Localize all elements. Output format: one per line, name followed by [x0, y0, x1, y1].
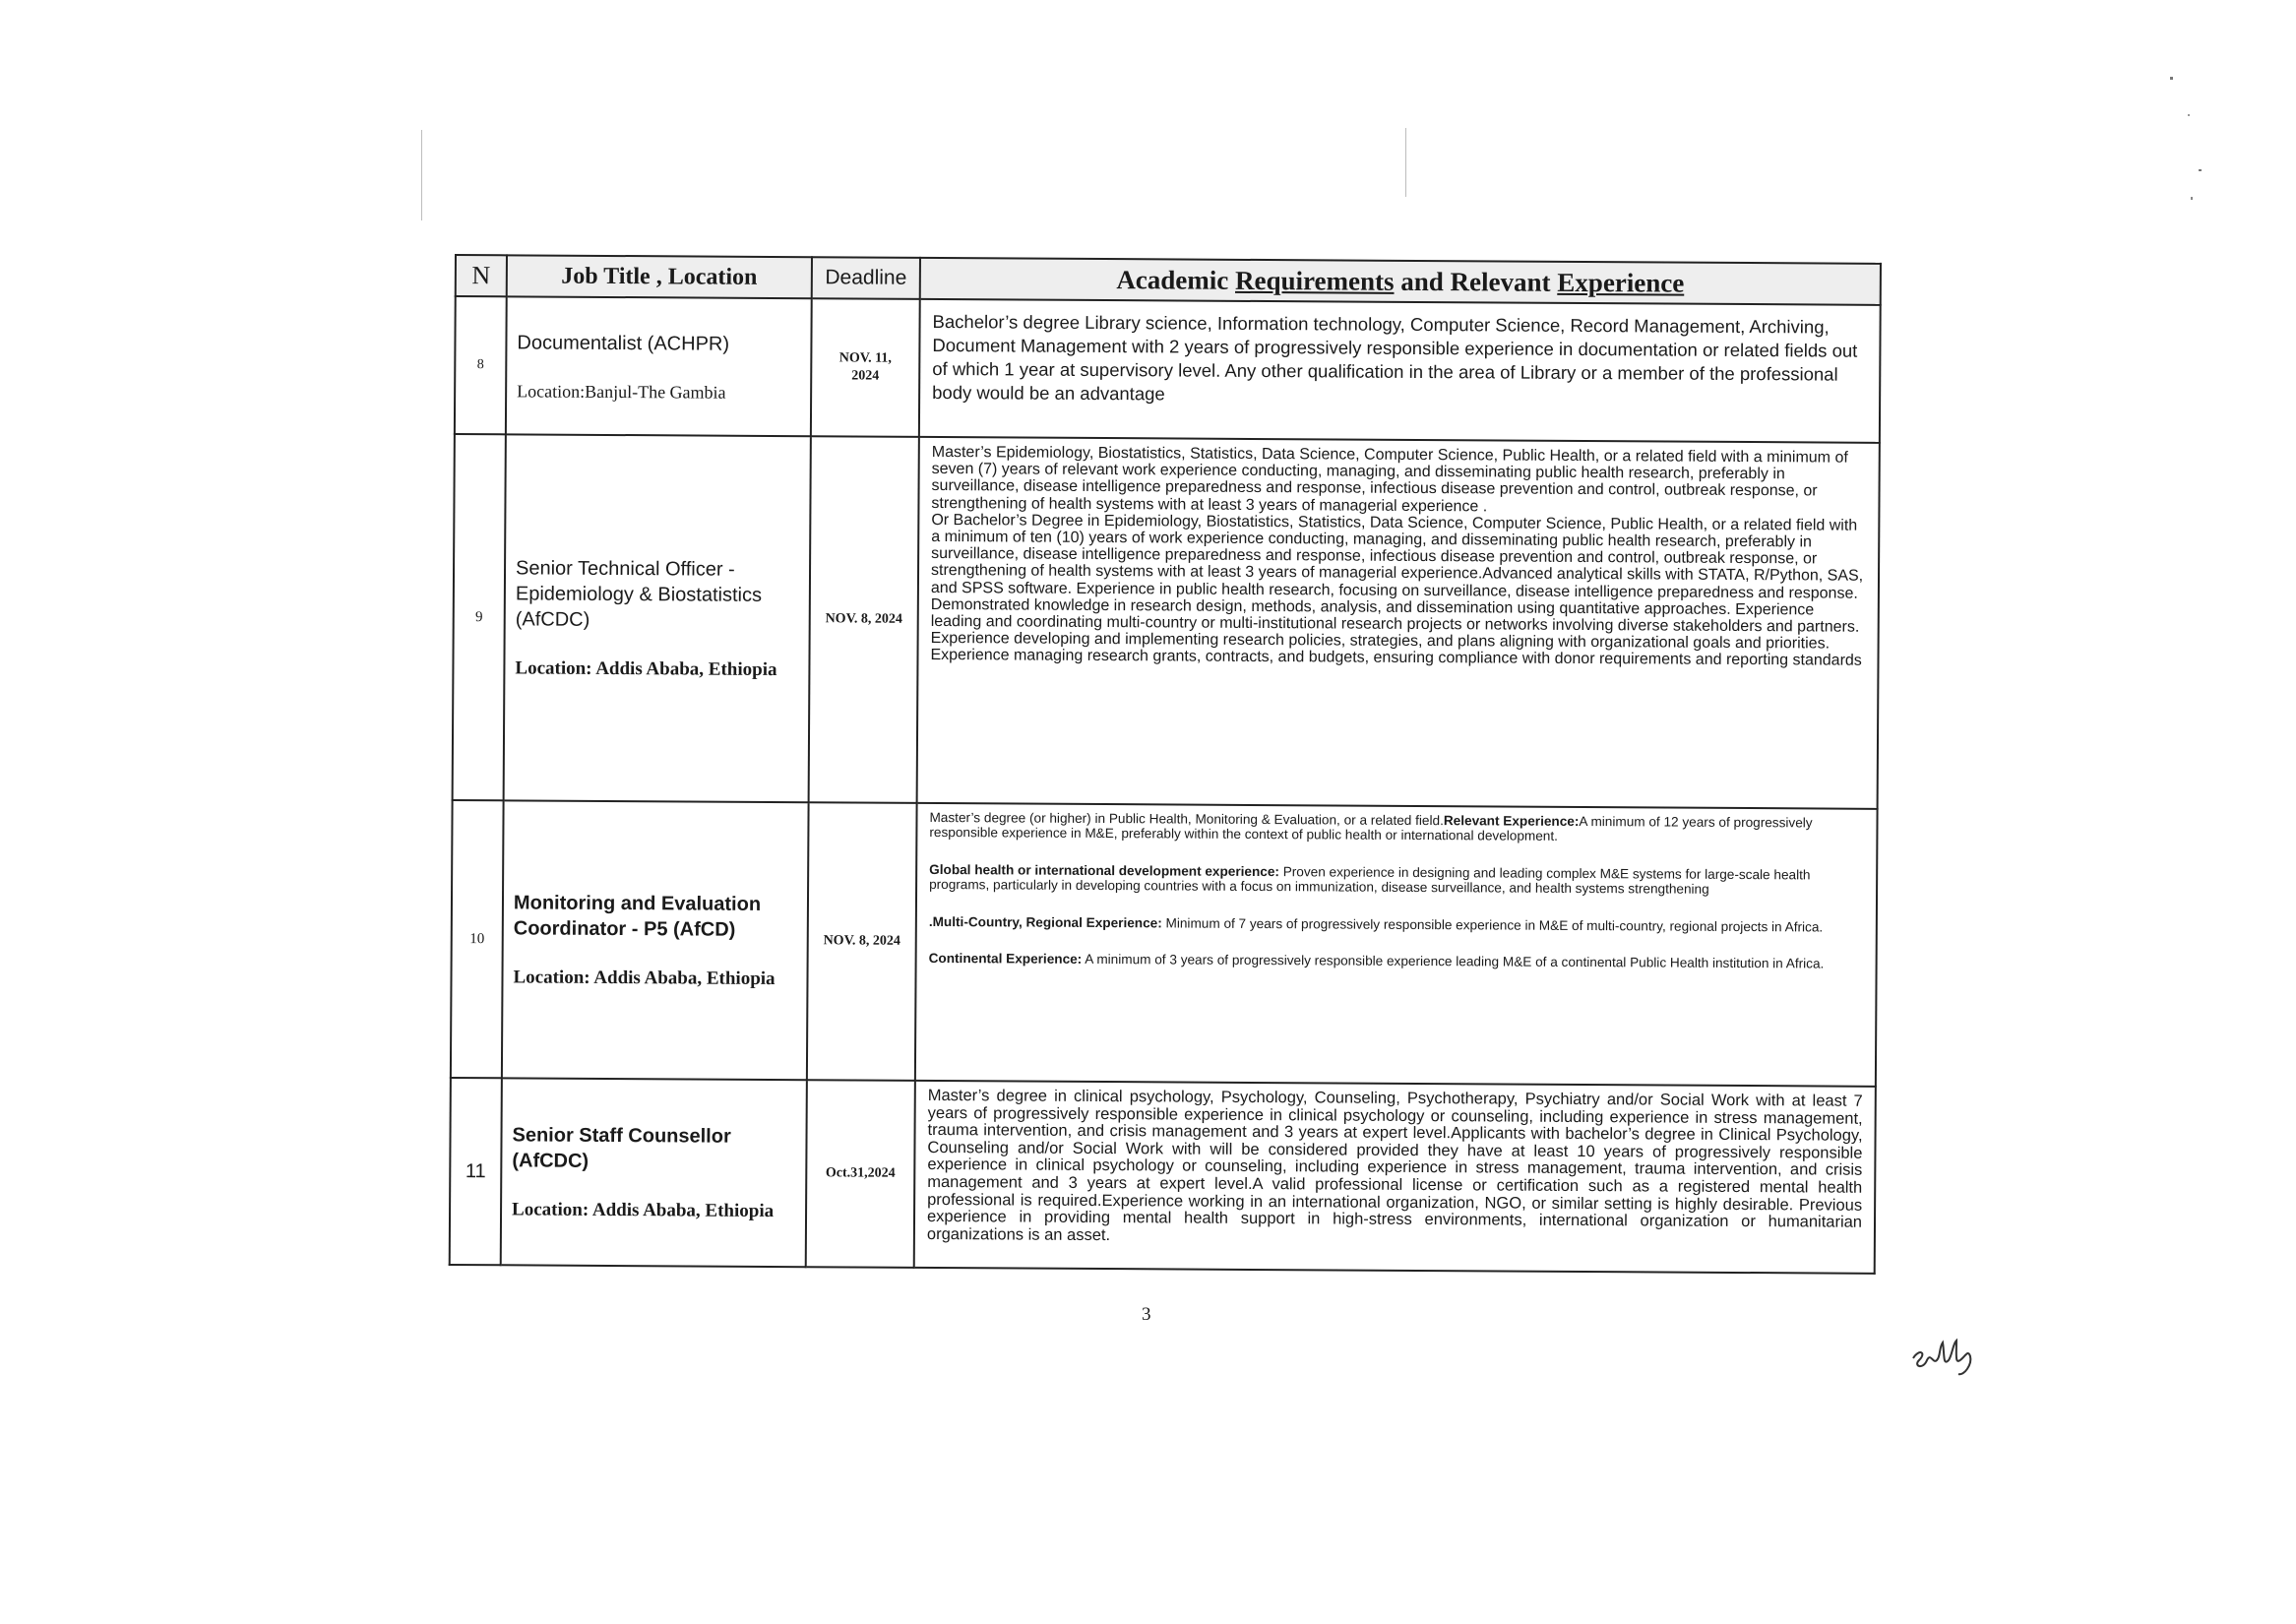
- req-text: A minimum of 3 years of progressively responsible experience leading M&E of a continental Public Health institution in Africa.: [1082, 951, 1825, 971]
- job-title-cell: [502, 800, 809, 1080]
- req-bold-label: .Multi-Country, Regional Experience:: [928, 913, 1162, 931]
- scan-mark: [2170, 77, 2173, 80]
- job-title-cell: [504, 434, 811, 802]
- requirements-paragraph: [929, 862, 1864, 899]
- deadline-cell: Oct.31,2024: [806, 1080, 915, 1268]
- row-number: 8: [455, 296, 507, 434]
- req-text: Master’s degree (or higher) in Public Health, Monitoring & Evaluation, or a related field.: [929, 809, 1444, 829]
- deadline-line1: NOV. 11,: [838, 350, 892, 366]
- requirements-paragraph: [929, 810, 1864, 846]
- req-text: A minimum of 12 years of progressively responsible experience in M&E, preferably within the context of public health or international development.: [929, 813, 1813, 844]
- req-bold-label: Relevant Experience:: [1443, 813, 1580, 829]
- req-text: Minimum of 7 years of progressively responsible experience in M&E of multi-country, regional projects in Africa.: [1161, 915, 1824, 935]
- job-title: Monitoring and Evaluation Coordinator - P5 (AfCD): [513, 892, 762, 941]
- requirements-paragraph: Or Bachelor’s Degree in Epidemiology, Biostatistics, Statistics, Data Science, Computer Science, Public Health, or a related field with a minimum of ten (10) years of work experience conducting, managing, and disseminating public health research, preferably in surveillance, disease intelligence preparedness and response, infectious disease prevention and control, outbreak response, or strengthening of health systems with at least 3 years of managerial experience.Advanced analytical skills with STATA, R/Python, SAS, and SPSS software. Experience in public health research, focusing on surveillance, disease intelligence preparedness and response. Demonstrated knowledge in research design, methods, analysis, and dissemination using quantitative approaches. Experience leading and coordinating multi-country or multi-institutional research projects or networks involving diverse stakeholders and partners. Experience developing and implementing research policies, strategies, and plans aligning with organizational goals and priorities. Experience managing research grants, contracts, and budgets, ensuring compliance with donor requirements and reporting standards: [930, 511, 1864, 670]
- table-row: [450, 1078, 1876, 1274]
- requirements-paragraph: Master’s Epidemiology, Biostatistics, Statistics, Data Science, Computer Science, Public Health, or a related field with a minimum of seven (7) years of relevant work experience conducting, managing, and disseminating public health research, preferably in surveillance, disease intelligence preparedness and response, infectious disease prevention and control, outbreak response, or strengthening of health systems with at least 3 years of managerial experience .: [931, 443, 1848, 516]
- page-number: 3: [1142, 1304, 1151, 1325]
- header-job-title: Job Title , Location: [507, 255, 812, 298]
- deadline-cell: NOV. 8, 2024: [809, 436, 919, 803]
- requirements-cell: Master’s degree in clinical psychology, Psychology, Counseling, Psychotherapy, Psychiatry and/or Social Work with at least 7 years of progressively responsible experience in clinical psychology or counseling, including experience in stress management, trauma intervention, and crisis management and 3 years at expert level.Applicants with bachelor’s degree in Clinical Psychology, Counseling and/or Social Work with will be considered provided they have at least 10 years of progressively responsible experience in clinical psychology or counseling, including experience in stress management, trauma intervention, and crisis management and 3 years at expert level.A valid professional license or certification such as a registered mental health professional is required.Experience working in an international organization, NGO, or similar setting is highly desirable. Previous experience in providing mental health support in high-stress environments, international organization or humanitarian organizations is an asset.: [914, 1081, 1876, 1274]
- header-n: N: [456, 255, 507, 296]
- requirements-cell: Bachelor’s degree Library science, Information technology, Computer Science, Record Management, Archiving, Document Management with 2 years of progressively responsible experience in documentation or related fields out of which 1 year at supervisory level. Any other qualification in the area of Library or a member of the professional body would be an advantage: [919, 299, 1881, 443]
- job-title: Senior Technical Officer - Epidemiology & Biostatistics (AfCDC): [515, 557, 763, 631]
- header-requirements-mid: and Relevant: [1394, 266, 1558, 297]
- header-requirements: [920, 258, 1881, 305]
- job-title: Documentalist (ACHPR): [517, 331, 730, 355]
- scan-mark: [1405, 128, 1406, 197]
- scan-mark: [2191, 197, 2193, 200]
- deadline-cell: [811, 298, 920, 437]
- job-location: Location: Addis Ababa, Ethiopia: [512, 1199, 775, 1221]
- table-row: [451, 800, 1878, 1087]
- requirements-paragraph: [929, 914, 1864, 935]
- table-row: [455, 296, 1881, 443]
- requirements-cell: [917, 437, 1880, 809]
- jobs-table: [449, 254, 1882, 1275]
- job-title-cell: [506, 296, 812, 436]
- header-requirements-underlined: Requirements: [1234, 265, 1395, 296]
- signature-mark: [1909, 1331, 1988, 1385]
- requirements-paragraph: [929, 951, 1864, 971]
- job-location: Location:Banjul-The Gambia: [517, 380, 726, 403]
- table-row: [453, 434, 1880, 809]
- header-requirements-prefix: Academic: [1116, 264, 1236, 295]
- header-deadline: Deadline: [812, 257, 920, 299]
- row-number: 9: [453, 434, 506, 800]
- req-text: Proven experience in designing and leading complex M&E systems for large-scale health programs, particularly in developing countries with a focus on immunization, disease surveillance, and health systems strengthening: [929, 863, 1811, 898]
- deadline-cell: NOV. 8, 2024: [807, 802, 917, 1081]
- job-title-cell: [501, 1078, 807, 1267]
- requirements-cell: [915, 803, 1878, 1087]
- job-location: Location: Addis Ababa, Ethiopia: [513, 967, 776, 990]
- req-bold-label: Global health or international development experience:: [929, 861, 1280, 879]
- job-title: Senior Staff Counsellor (AfCDC): [512, 1124, 731, 1172]
- scan-mark: [2199, 169, 2202, 171]
- row-number: 11: [450, 1078, 502, 1265]
- row-number: 10: [451, 800, 504, 1078]
- job-location: Location: Addis Ababa, Ethiopia: [515, 657, 777, 681]
- req-bold-label: Continental Experience:: [928, 950, 1083, 967]
- scan-mark: [421, 130, 422, 220]
- jobs-table-container: [449, 254, 1880, 1296]
- header-experience-underlined: Experience: [1557, 267, 1685, 298]
- scan-mark: [2188, 114, 2190, 116]
- deadline-line2: 2024: [851, 368, 880, 384]
